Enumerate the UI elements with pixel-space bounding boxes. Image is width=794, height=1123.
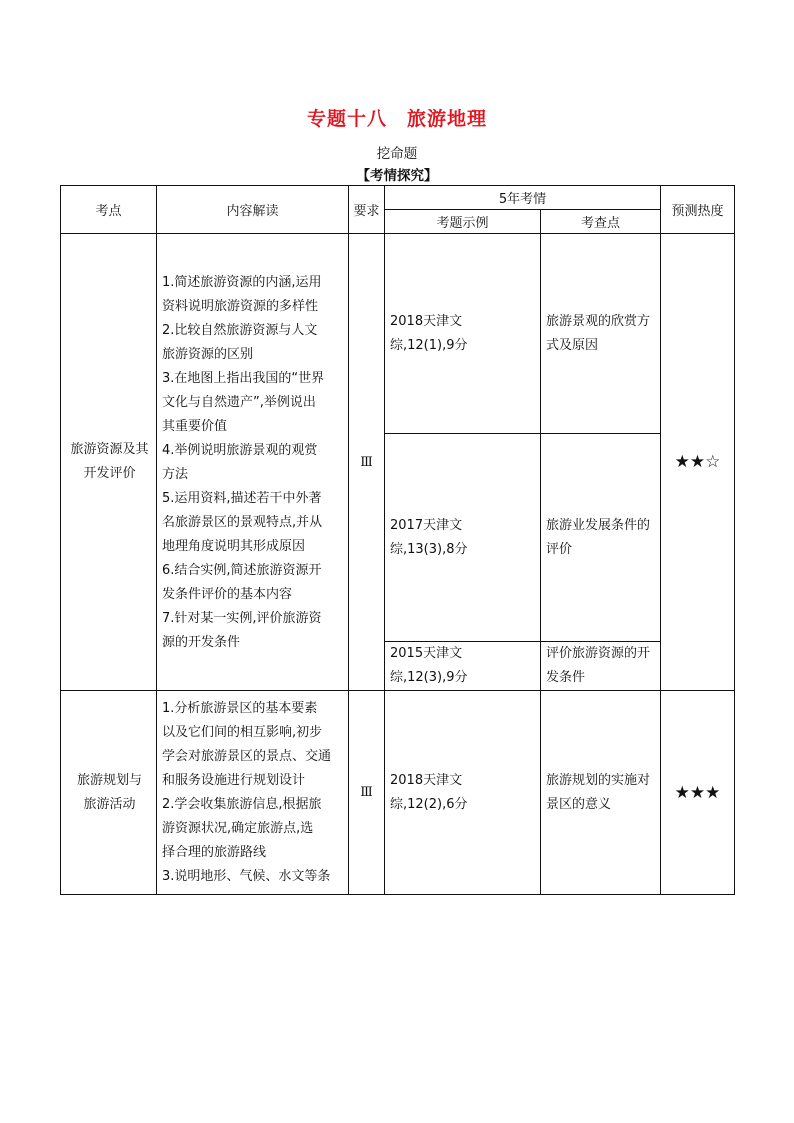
header-neirong: 内容解读 — [157, 186, 349, 234]
exam-example-line: 2015天津文 — [390, 646, 463, 661]
exam-example-cell — [385, 642, 541, 691]
exam-point-cell — [541, 234, 661, 434]
kaodian-line: 旅游规划与 — [76, 772, 142, 788]
exam-point-line: 评价 — [546, 541, 573, 557]
exam-point-line: 旅游规划的实施对 — [546, 772, 651, 788]
content-line: 5.运用资料,描述若干中外著 — [162, 491, 322, 506]
exam-analysis-table — [60, 185, 735, 895]
exam-example-line: 2018天津文 — [390, 772, 463, 788]
header-heat: 预测热度 — [661, 186, 735, 234]
exam-example-line: 综,13(3),8分 — [390, 541, 468, 557]
exam-point-cell — [541, 642, 661, 691]
content-line: 2.比较自然旅游资源与人文 — [162, 323, 318, 338]
content-line: 资料说明旅游资源的多样性 — [162, 299, 319, 314]
header-five-year: 5年考情 — [385, 186, 661, 210]
heat-rating: ★★★ — [661, 691, 735, 895]
content-line: 其重要价值 — [162, 419, 228, 434]
content-line: 3.在地图上指出我国的“世界 — [162, 371, 325, 386]
content-line: 名旅游景区的景观特点,并从 — [162, 515, 323, 530]
content-line: 学会对旅游景区的景点、交通 — [162, 748, 332, 764]
exam-point-cell — [541, 691, 661, 895]
page-title: 专题十八 旅游地理 — [306, 108, 487, 130]
content-cell — [157, 234, 349, 691]
header-yaoqiu: 要求 — [349, 186, 385, 234]
exam-example-line: 2017天津文 — [390, 517, 463, 533]
content-line: 7.针对某一实例,评价旅游资 — [162, 611, 322, 626]
content-line: 择合理的旅游路线 — [162, 844, 267, 860]
exam-point-line: 旅游业发展条件的 — [546, 517, 651, 533]
content-line: 1.分析旅游景区的基本要素 — [162, 700, 318, 716]
table-row — [61, 691, 735, 895]
content-line: 1.简述旅游资源的内涵,运用 — [162, 275, 322, 290]
exam-example-line: 2018天津文 — [390, 313, 463, 329]
exam-point-line: 景区的意义 — [546, 796, 612, 812]
exam-point-line: 评价旅游资源的开 — [546, 646, 651, 661]
exam-example-line: 综,12(2),6分 — [390, 796, 468, 812]
content-line: 6.结合实例,简述旅游资源开 — [162, 563, 322, 578]
exam-point-cell — [541, 434, 661, 642]
requirement-cell: Ⅲ — [349, 691, 385, 895]
section-heading: 【考情探究】 — [356, 168, 438, 184]
header-example: 考题示例 — [385, 210, 541, 234]
content-line: 方法 — [162, 467, 189, 482]
kaodian-line: 旅游活动 — [83, 796, 136, 812]
content-line: 和服务设施进行规划设计 — [162, 772, 306, 788]
content-line: 以及它们间的相互影响,初步 — [162, 724, 323, 740]
subtitle: 挖命题 — [376, 146, 418, 162]
content-line: 2.学会收集旅游信息,根据旅 — [162, 796, 322, 812]
content-line: 旅游资源的区别 — [162, 347, 254, 362]
table-row — [61, 234, 735, 434]
kaodian-cell: 旅游资源及其开发评价 — [61, 234, 157, 691]
requirement-cell: Ⅲ — [349, 234, 385, 691]
exam-point-line: 发条件 — [546, 670, 586, 685]
kaodian-cell — [61, 691, 157, 895]
header-point: 考查点 — [541, 210, 661, 234]
exam-example-line: 综,12(3),9分 — [390, 670, 468, 685]
content-line: 3.说明地形、气候、水文等条 — [162, 868, 331, 884]
content-line: 发条件评价的基本内容 — [162, 587, 293, 602]
content-line: 4.举例说明旅游景观的观赏 — [162, 443, 318, 458]
header-kaodian: 考点 — [61, 186, 157, 234]
exam-example-cell — [385, 234, 541, 434]
content-cell — [157, 691, 349, 895]
exam-point-line: 式及原因 — [546, 337, 599, 353]
heat-rating: ★★☆ — [661, 234, 735, 691]
content-line: 地理角度说明其形成原因 — [162, 539, 306, 554]
exam-point-line: 旅游景观的欣赏方 — [546, 313, 651, 329]
content-line: 文化与自然遗产”,举例说出 — [162, 395, 316, 410]
content-line: 源的开发条件 — [162, 635, 241, 650]
content-line: 游资源状况,确定旅游点,选 — [162, 820, 314, 836]
exam-example-line: 综,12(1),9分 — [390, 337, 468, 353]
exam-example-cell — [385, 434, 541, 642]
exam-example-cell — [385, 691, 541, 895]
